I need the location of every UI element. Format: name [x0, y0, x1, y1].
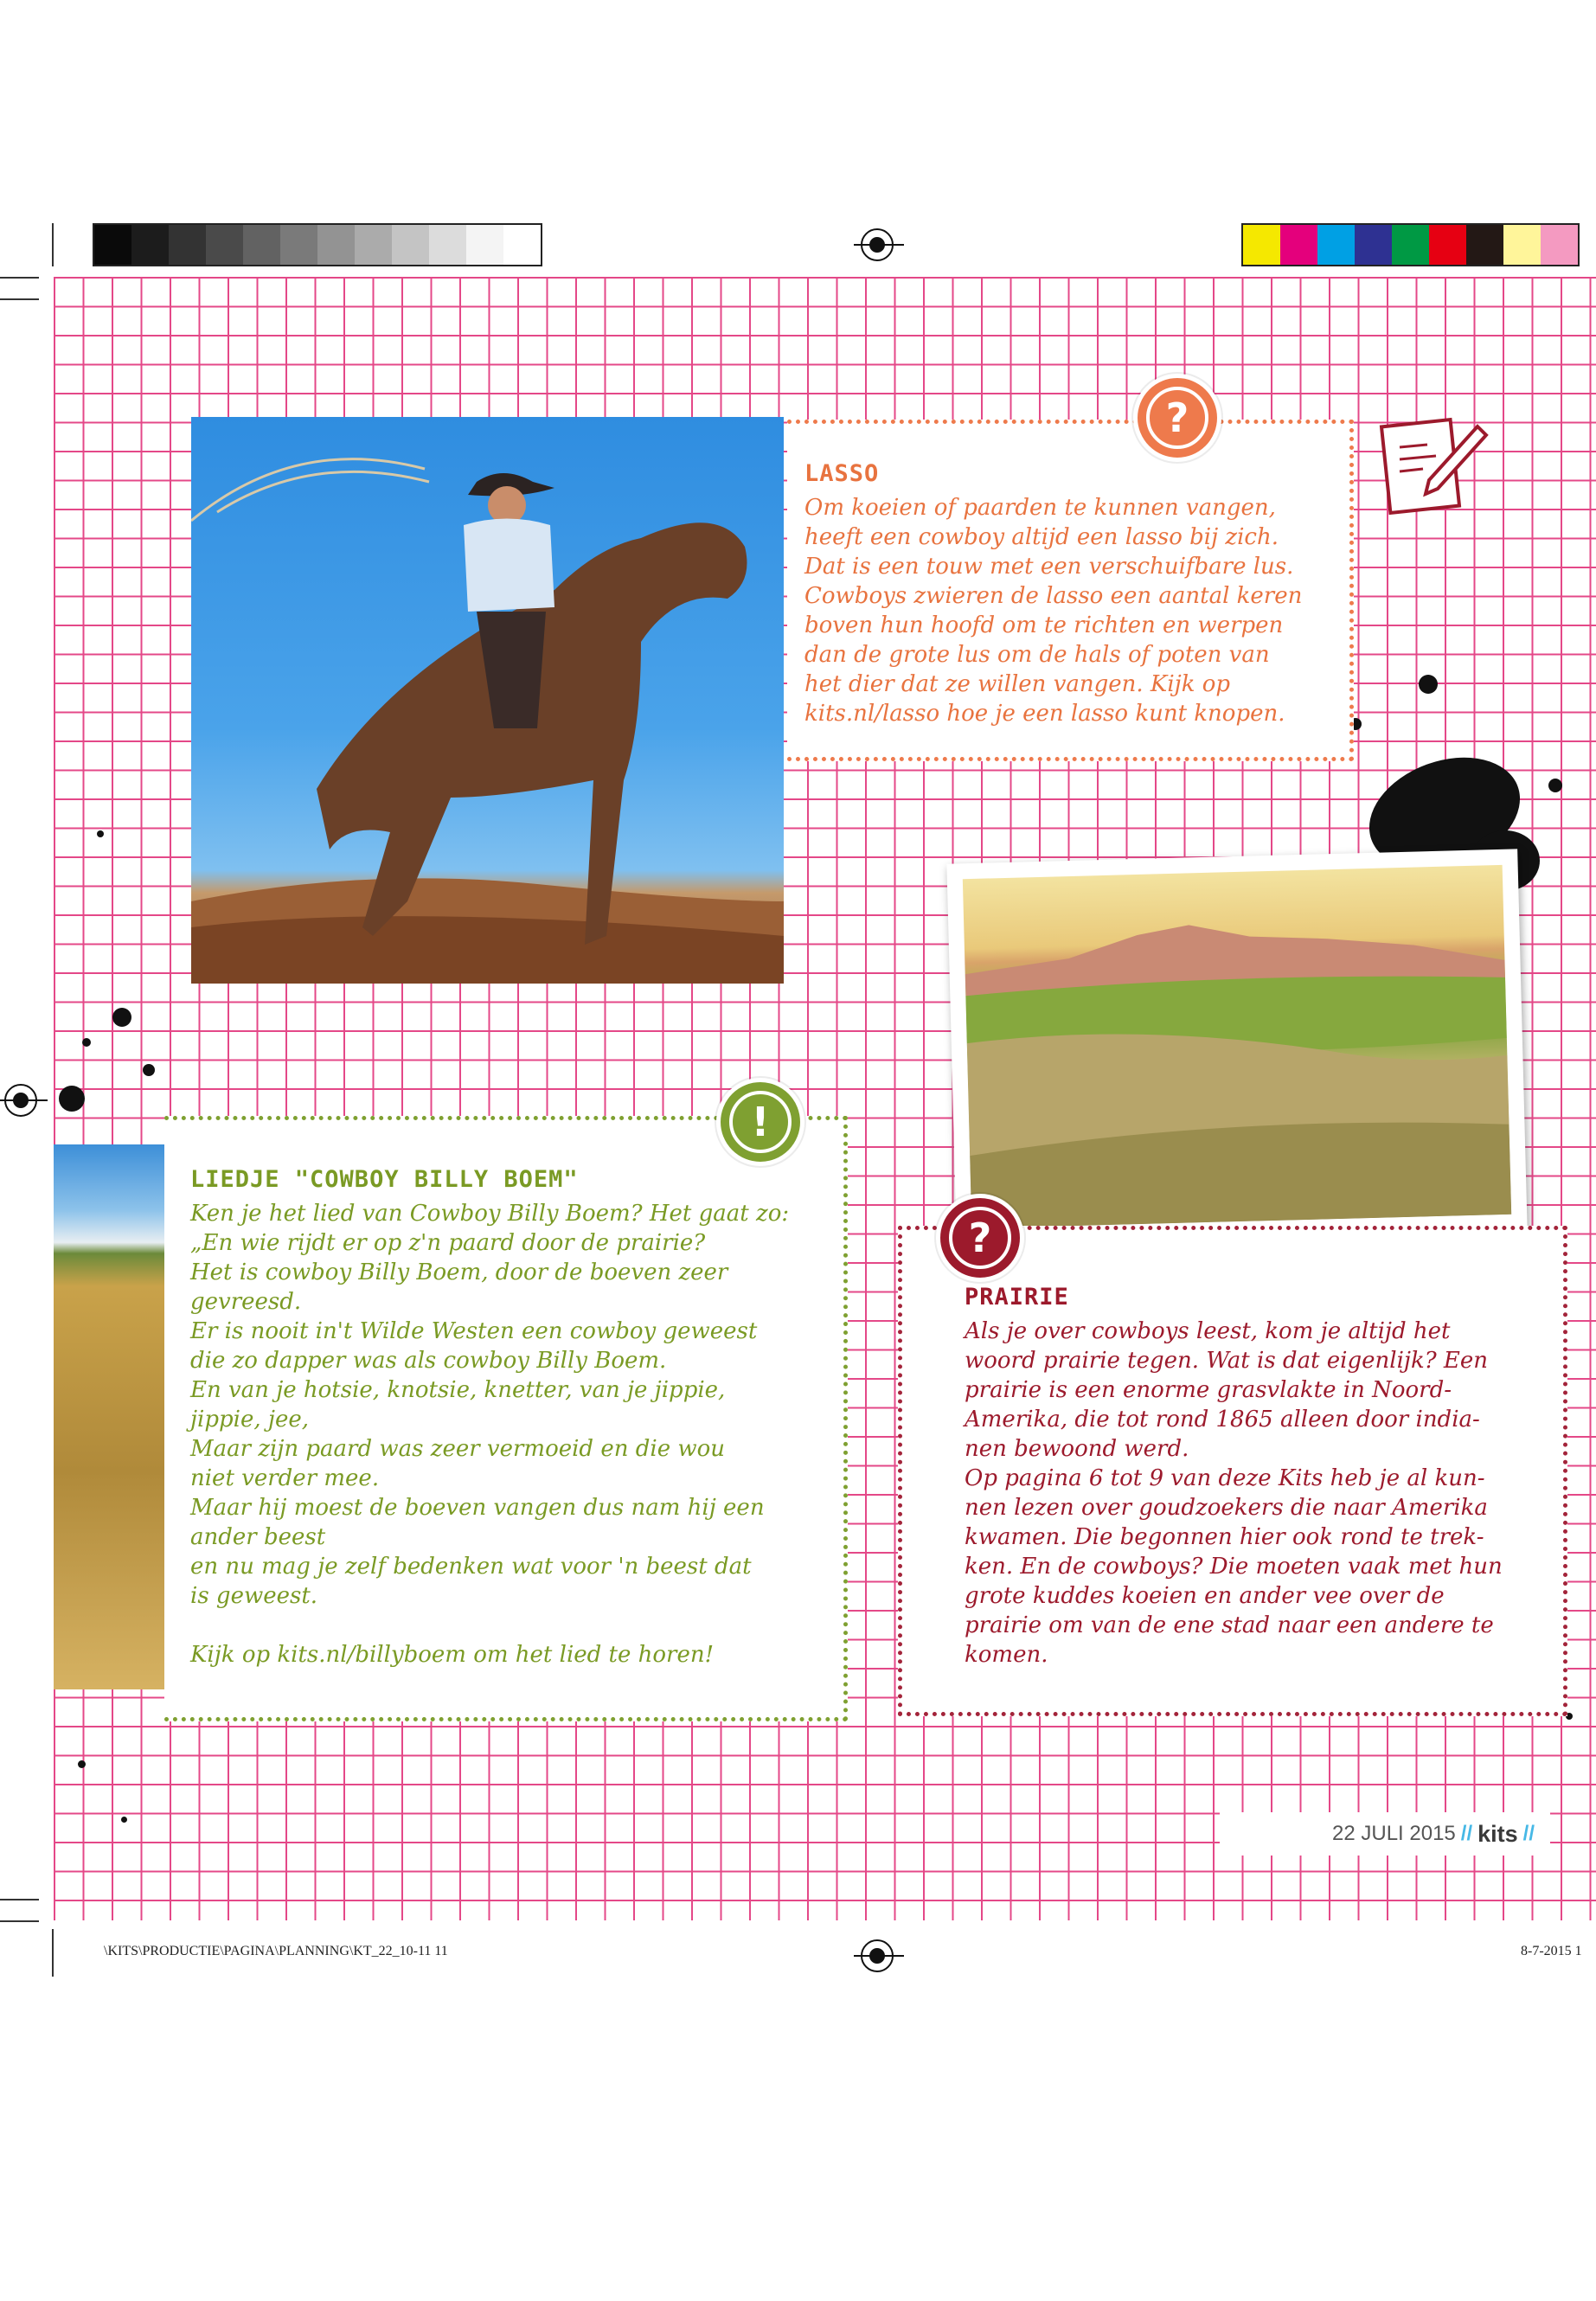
- song-title: LIEDJE "COWBOY BILLY BOEM": [190, 1166, 579, 1193]
- question-mark-icon: ?: [936, 1194, 1024, 1282]
- ink-splatter: [1548, 779, 1562, 792]
- crop-mark: [0, 1920, 39, 1922]
- registration-mark-icon: [861, 1939, 894, 1972]
- hay-field-photo: [54, 1144, 164, 1689]
- crop-mark: [52, 223, 54, 266]
- ink-splatter: [112, 1008, 131, 1027]
- ink-splatter: [121, 1817, 127, 1823]
- footer-date: 22 JULI 2015: [1332, 1822, 1456, 1845]
- registration-mark-icon: [861, 228, 894, 261]
- footer-separator: //: [1460, 1822, 1473, 1845]
- prairie-text: Als je over cowboys leest, kom je altijd het woord prairie tegen. Wat is dat eigenlijk? Een prairie is een enorme grasvlakte in Noord- Amerika, die tot rond 1865 alleen door india- nen bewoond werd. Op pagina 6 tot 9 van deze Kits heb je al kun- nen lezen over goudzoekers die naar Amerika kwamen. Die begonnen hier ook rond te trek- ken. En de cowboys? Die moeten vaak met hun grote kuddes koeien en ander vee over de prairie om van de ene stad naar een andere te komen.: [965, 1318, 1503, 1668]
- song-text: Ken je het lied van Cowboy Billy Boem? Het gaat zo: „En wie rijdt er op z'n paard door de prairie? Het is cowboy Billy Boem, door de boeven zeer gevreesd. Er is nooit in't Wilde Westen een cowboy geweest die zo dapper was als cowboy Billy Boem. En van je hotsie, knotsie, knetter, van je jippie, jippie, jee, Maar zijn paard was zeer vermoeid en die wou niet verder mee. Maar hij moest de boeven vangen dus nam hij een ander beest en nu mag je zelf bedenken wat voor 'n beest dat is geweest. Kijk op kits.nl/billyboem om het lied te horen!: [190, 1201, 790, 1668]
- ink-splatter: [78, 1760, 86, 1768]
- lasso-title: LASSO: [804, 460, 880, 487]
- ink-splatter: [82, 1038, 91, 1047]
- crop-mark: [0, 298, 39, 300]
- footer-separator: //: [1522, 1822, 1535, 1845]
- registration-mark-icon: [4, 1084, 37, 1117]
- crop-mark: [0, 1899, 39, 1900]
- paper-and-pencil-icon: [1375, 411, 1492, 523]
- cowboy-on-horse-photo: [191, 417, 784, 984]
- prairie-landscape-photo: [946, 849, 1527, 1244]
- question-mark-icon: ?: [1133, 374, 1221, 462]
- ink-splatter: [143, 1064, 155, 1076]
- ink-splatter: [59, 1086, 85, 1112]
- lasso-text: Om koeien of paarden te kunnen vangen, heeft een cowboy altijd een lasso bij zich. Dat is een touw met een verschuifbare lus. Cowboys zwieren de lasso een aantal keren boven hun hoofd om te richten en werpen dan de grote lus om de hals of poten van het dier dat ze willen vangen. Kijk op kits.nl/lasso hoe je een lasso kunt knopen.: [804, 495, 1303, 727]
- color-calibration-bar: [1241, 223, 1580, 266]
- print-slug-path: \KITS\PRODUCTIE\PAGINA\PLANNING\KT_22_10-11 11: [104, 1944, 448, 1958]
- footer-brand: kits: [1477, 1820, 1518, 1847]
- ink-splatter: [97, 830, 104, 837]
- ink-splatter: [1419, 675, 1438, 694]
- crop-mark: [52, 1929, 54, 1977]
- print-slug-date: 8-7-2015 1: [1521, 1944, 1582, 1958]
- grayscale-calibration-bar: [93, 223, 542, 266]
- prairie-title: PRAIRIE: [965, 1284, 1069, 1311]
- crop-mark: [0, 277, 39, 279]
- page-footer: [1220, 1812, 1550, 1856]
- exclamation-mark-icon: !: [716, 1078, 804, 1166]
